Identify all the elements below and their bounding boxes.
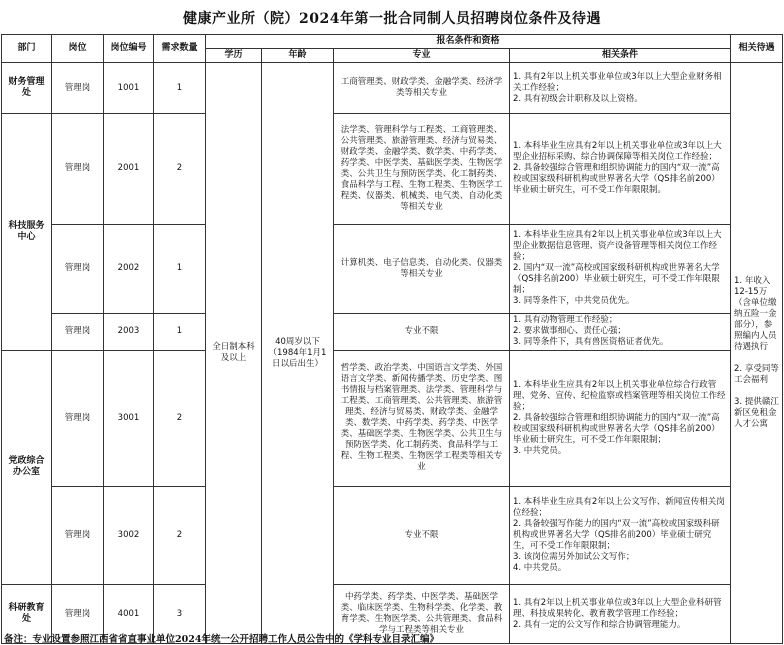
table-row bbox=[2, 314, 783, 351]
major-cell: 哲学类、政治学类、中国语言文学类、外国语言文学类、新闻传播学类、历史学类、图书情报与档案管理类、法学类、管理科学与工程类、工商管理类、公共管理类、旅游管理类、经济与贸易类、财政学类、金融学类、数学类、中药学类、药学类、中医学类、基础医学类、生物医学类、公共卫生与预防医学类、化工制药类、食品科学与工程、生物工程类、生物医学工程类等相关专业 bbox=[334, 350, 510, 486]
position-cell: 管理岗 bbox=[52, 486, 104, 584]
code-cell: 2002 bbox=[104, 224, 154, 313]
age-cell: 40周岁以下（1984年1月1日以后出生） bbox=[262, 63, 334, 644]
recruitment-table bbox=[1, 34, 783, 644]
header-age: 年龄 bbox=[262, 49, 334, 63]
count-cell: 1 bbox=[154, 224, 206, 313]
requirements-cell: 1. 本科毕业生应具有2年以上机关事业单位或3年以上大型企业招标采购、综合协调保障等相关岗位工作经验； 2. 具备较强综合管理和组织协调能力的国内“双一流”高校或国家级科研机构或世界著名大学（QS排名前200）毕业硕士研究生，可不受工作年限限制。 bbox=[510, 114, 731, 225]
position-cell: 管理岗 bbox=[52, 63, 104, 114]
header-position: 岗位 bbox=[52, 35, 104, 63]
count-cell: 2 bbox=[154, 114, 206, 225]
table-row bbox=[2, 350, 783, 486]
major-cell: 专业不限 bbox=[334, 486, 510, 584]
department-cell: 科研教育处 bbox=[2, 585, 52, 644]
position-cell: 管理岗 bbox=[52, 224, 104, 313]
header-department: 部门 bbox=[2, 35, 52, 63]
major-cell: 工商管理类、财政学类、金融学类、经济学类等相关专业 bbox=[334, 63, 510, 114]
position-cell: 管理岗 bbox=[52, 350, 104, 486]
header-code: 岗位编号 bbox=[104, 35, 154, 63]
table-row bbox=[2, 224, 783, 313]
department-cell: 党政综合办公室 bbox=[2, 350, 52, 584]
position-cell: 管理岗 bbox=[52, 314, 104, 351]
requirements-cell: 1. 本科毕业生应具有2年以上机关事业单位综合行政管理、党务、宣传、纪检监察或档案管理等相关岗位工作经验； 2. 具备较强综合管理和组织协调能力的国内“双一流”高校或国家级科研机构或世界著名大学（QS排名前200）毕业硕士研究生，可不受工作年限限制； 3. 中共党员。 bbox=[510, 350, 731, 486]
table-row bbox=[2, 486, 783, 584]
major-cell: 中药学类、药学类、中医学类、基础医学类、临床医学类、生物科学类、化学类、教育学类、生物医学类、公共管理类、食品科学与工程类等相关专业 bbox=[334, 585, 510, 644]
department-cell: 科技服务中心 bbox=[2, 114, 52, 350]
code-cell: 1001 bbox=[104, 63, 154, 114]
code-cell: 4001 bbox=[104, 585, 154, 644]
count-cell: 2 bbox=[154, 486, 206, 584]
header-benefits: 相关待遇 bbox=[731, 35, 783, 63]
requirements-cell: 1. 具有2年以上机关事业单位或3年以上大型企业科研管理、科技成果转化、教育教学管理工作经验； 2. 具有一定的公文写作和综合协调管理能力。 bbox=[510, 585, 731, 644]
document-title: 健康产业所（院）2024年第一批合同制人员招聘岗位条件及待遇 bbox=[183, 11, 601, 27]
major-cell: 法学类、管理科学与工程类、工商管理类、公共管理类、旅游管理类、经济与贸易类、财政学类、金融学类、数学类、中药学类、药学类、中医学类、基础医学类、生物医学类、公共卫生与预防医学类、化工制药类、食品科学与工程、生物工程类、生物医学工程类、仪器类、机械类、电气类、自动化类等相关专业 bbox=[334, 114, 510, 225]
requirements-cell: 1. 本科毕业生应具有2年以上机关事业单位或3年以上大型企业数据信息管理、资产设备管理等相关岗位工作经验； 2. 国内“双一流”高校或国家级科研机构或世界著名大学（QS排名前200）毕业硕士研究生，可不受工作年限限制； 3. 同等条件下，中共党员优先。 bbox=[510, 224, 731, 313]
table-row bbox=[2, 114, 783, 225]
position-cell: 管理岗 bbox=[52, 114, 104, 225]
requirements-cell: 1. 具有2年以上机关事业单位或3年以上大型企业财务相关工作经验； 2. 具有初级会计职称及以上资格。 bbox=[510, 63, 731, 114]
code-cell: 2003 bbox=[104, 314, 154, 351]
header-requirements: 相关条件 bbox=[510, 49, 731, 63]
header-education: 学历 bbox=[206, 49, 262, 63]
count-cell: 1 bbox=[154, 314, 206, 351]
code-cell: 2001 bbox=[104, 114, 154, 225]
table-row bbox=[2, 63, 783, 114]
benefits-cell: 1. 年收入12-15万（含单位缴纳五险一金部分），参照编内人员待遇执行 2. 享受同等工会福利 3. 提供赣江新区免租金人才公寓 bbox=[731, 63, 783, 644]
count-cell: 1 bbox=[154, 63, 206, 114]
major-cell: 计算机类、电子信息类、自动化类、仪器类等相关专业 bbox=[334, 224, 510, 313]
footnote: 备注：专业设置参照江西省省直事业单位2024年统一公开招聘工作人员公告中的《学科专业目录汇编》 bbox=[4, 634, 439, 645]
code-cell: 3002 bbox=[104, 486, 154, 584]
header-count: 需求数量 bbox=[154, 35, 206, 63]
count-cell: 3 bbox=[154, 585, 206, 644]
education-cell: 全日制本科及以上 bbox=[206, 63, 262, 644]
requirements-cell: 1. 具有动物管理工作经验； 2. 要求做事细心、责任心强； 3. 同等条件下，具有兽医资格证者优先。 bbox=[510, 314, 731, 351]
position-cell: 管理岗 bbox=[52, 585, 104, 644]
major-cell: 专业不限 bbox=[334, 314, 510, 351]
header-conditions: 报名条件和资格 bbox=[206, 35, 731, 49]
header-major: 专业 bbox=[334, 49, 510, 63]
count-cell: 2 bbox=[154, 350, 206, 486]
code-cell: 3001 bbox=[104, 350, 154, 486]
department-cell: 财务管理处 bbox=[2, 63, 52, 114]
requirements-cell: 1. 本科毕业生应具有2年以上公文写作、新闻宣传相关岗位经验； 2. 具备较强写作能力的国内“双一流”高校或国家级科研机构或世界著名大学（QS排名前200）毕业硕士研究生，可不受工作年限限制； 3. 该岗位需另外加试公文写作； 4. 中共党员。 bbox=[510, 486, 731, 584]
